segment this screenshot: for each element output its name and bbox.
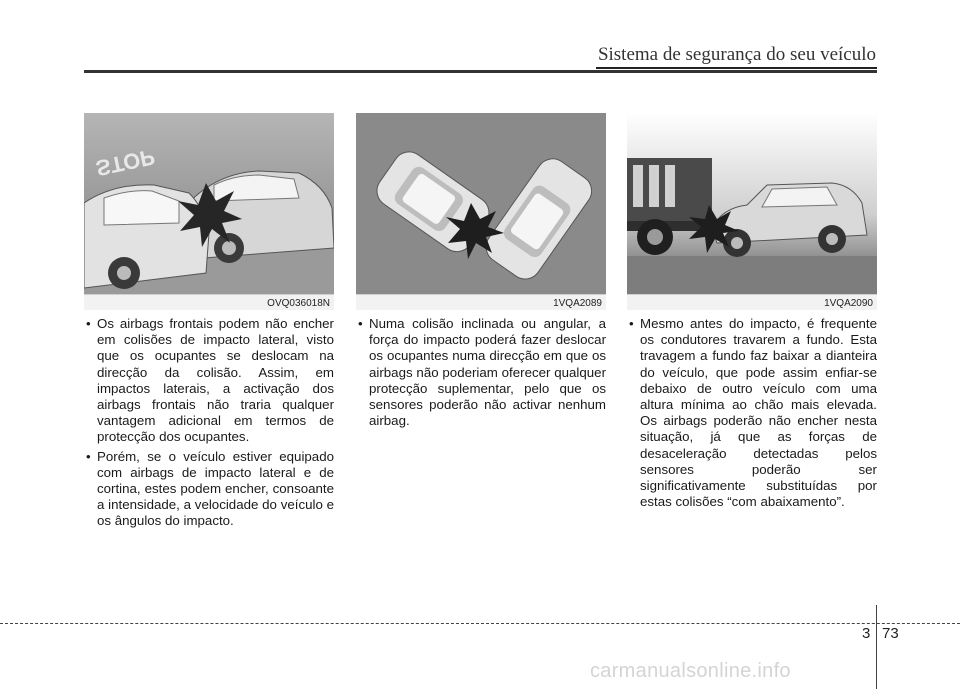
chapter-number: 3 <box>862 625 871 642</box>
text-column-2 <box>356 316 606 432</box>
header-rule <box>84 70 877 73</box>
header-accent-rule <box>596 67 877 69</box>
bullet-item: • Porém, se o veículo estiver equipado com airbags de impacto lateral e de cortina, estes podem encher, consoante a intensidade, a velocidade do veículo e os ângulos do impacto. <box>84 449 334 530</box>
underride-impact-illustration <box>627 113 877 310</box>
caption-bar <box>627 294 877 310</box>
watermark-text: carmanualsonline.info <box>590 660 791 682</box>
text-column-1 <box>84 316 334 533</box>
page-number-separator <box>876 605 877 689</box>
page-number: 73 <box>882 625 899 642</box>
side-impact-illustration <box>84 113 334 310</box>
stop-road-marking: STOP <box>93 144 158 182</box>
bullet-list <box>84 316 334 530</box>
footer-dashed-rule <box>0 623 960 624</box>
figure-side-impact <box>84 113 334 310</box>
bullet-list <box>356 316 606 429</box>
figure-code: 1VQA2089 <box>553 298 602 309</box>
figure-code: OVQ036018N <box>267 298 330 309</box>
text-column-3 <box>627 316 877 513</box>
bullet-item: • Mesmo antes do impacto, é frequente os condutores travarem a fundo. Esta travagem a fundo faz baixar a dianteira do veículo, que pode assim enfiar-se debaixo de outro veículo com uma altura mínima ao chão mais elevada. Os airbags poderão não encher nesta situação, já que as forças de desaceleração detectadas pelos sensores poderão ser significativamente substituídas por estas colisões “com abaixamento”. <box>627 316 877 510</box>
bullet-list <box>627 316 877 510</box>
figure-code: 1VQA2090 <box>824 298 873 309</box>
angled-impact-illustration <box>356 113 606 310</box>
bullet-item: • Os airbags frontais podem não encher em colisões de impacto lateral, visto que os ocupantes se deslocam na direcção da colisão. Assim, em impactos laterais, a activação dos airbags frontais não traria qualquer vantagem adicional em termos de protecção dos ocupantes. <box>84 316 334 446</box>
caption-bar <box>356 294 606 310</box>
figure-angled-impact <box>356 113 606 310</box>
caption-bar <box>84 294 334 310</box>
bullet-item: • Numa colisão inclinada ou angular, a força do impacto poderá fazer deslocar os ocupantes numa direcção em que os airbags não poderiam oferecer qualquer protecção suplementar, pelo que os sensores poderão não activar nenhum airbag. <box>356 316 606 429</box>
figure-underride-impact <box>627 113 877 310</box>
section-title: Sistema de segurança do seu veículo <box>597 44 876 65</box>
